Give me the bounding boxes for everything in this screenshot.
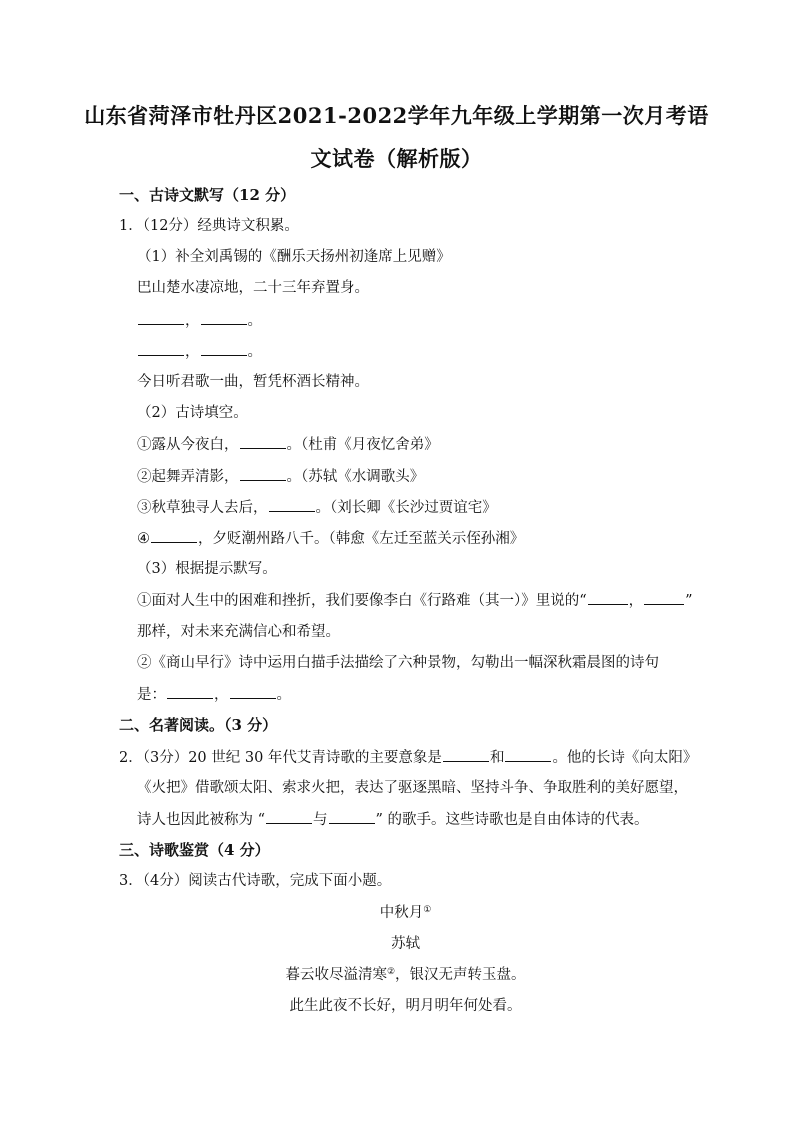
title-line-1: 山东省菏泽市牡丹区2021-2022学年九年级上学期第一次月考语 (84, 103, 709, 128)
part-3-item-1-cont: 那样，对未来充满信心和希望。 (137, 624, 340, 640)
part-1-intro: （1）补全刘禹锡的《酬乐天扬州初逢席上见赠》 (137, 249, 451, 265)
poem-blank-line-2: ， 。 (137, 341, 262, 362)
answer-blank[interactable] (240, 466, 286, 481)
answer-blank[interactable] (269, 497, 315, 512)
question-2-line-1: 2．（3分）20 世纪 30 年代艾青诗歌的主要意象是 和 。他的长诗《向太阳》 (119, 747, 697, 768)
poem-blank-line-1: ， 。 (137, 310, 262, 331)
footnote-marker: ① (423, 905, 432, 915)
question-2-line-2: 《火把》借歌颂太阳、索求火把，表达了驱逐黑暗、坚持斗争、争取胜利的美好愿望， (137, 780, 688, 796)
poem-line-last: 今日听君歌一曲，暂凭杯酒长精神。 (137, 374, 369, 390)
section-1-heading: 一、古诗文默写（12 分） (119, 186, 296, 204)
question-2-line-3: 诗人也因此被称为 “ 与 ” 的歌手。这些诗歌也是自由体诗的代表。 (137, 809, 649, 830)
footnote-marker: ② (386, 967, 396, 977)
answer-blank[interactable] (201, 341, 247, 356)
section-2-heading: 二、名著阅读。（3 分） (119, 716, 278, 734)
question-1-stem: 1．（12分）经典诗文积累。 (119, 218, 299, 234)
fill-item-1: ①露从今夜白， 。（杜甫《月夜忆舍弟》 (137, 434, 439, 455)
poem-title: 中秋月① (379, 905, 432, 921)
poem-line-1: 巴山楚水凄凉地，二十三年弃置身。 (137, 280, 369, 296)
poem-verse-1: 暮云收尽溢清寒②，银汉无声转玉盘。 (285, 967, 526, 983)
fill-item-3: ③秋草独寻人去后， 。（刘长卿《长沙过贾谊宅》 (137, 497, 497, 518)
answer-blank[interactable] (644, 590, 684, 605)
answer-blank[interactable] (167, 684, 213, 699)
answer-blank[interactable] (329, 809, 375, 824)
poem-author: 苏轼 (391, 936, 420, 952)
answer-blank[interactable] (240, 434, 286, 449)
part-3-item-2-answer: 是： ， 。 (137, 684, 291, 705)
poem-verse-2: 此生此夜不长好，明月明年何处看。 (289, 998, 522, 1014)
answer-blank[interactable] (151, 528, 197, 543)
section-3-heading: 三、诗歌鉴赏（4 分） (119, 841, 270, 859)
answer-blank[interactable] (138, 310, 184, 325)
answer-blank[interactable] (588, 590, 628, 605)
fill-item-2: ②起舞弄清影， 。（苏轼《水调歌头》 (137, 466, 424, 487)
part-3-item-1: ①面对人生中的困难和挫折，我们要像李白《行路难（其一）》里说的“ ， ” (137, 590, 693, 611)
answer-blank[interactable] (443, 747, 489, 762)
fill-item-4: ④ ，夕贬潮州路八千。（韩愈《左迁至蓝关示侄孙湘》 (137, 528, 524, 549)
answer-blank[interactable] (266, 809, 312, 824)
part-3-intro: （3）根据提示默写。 (137, 561, 277, 577)
answer-blank[interactable] (230, 684, 276, 699)
question-3-stem: 3．（4分）阅读古代诗歌，完成下面小题。 (119, 873, 392, 889)
answer-blank[interactable] (201, 310, 247, 325)
part-3-item-2: ②《商山早行》诗中运用白描手法描绘了六种景物，勾勒出一幅深秋霜晨图的诗句 (137, 655, 659, 671)
part-2-intro: （2）古诗填空。 (137, 405, 248, 421)
answer-blank[interactable] (138, 341, 184, 356)
title-line-2: 文试卷（解析版） (310, 146, 483, 171)
answer-blank[interactable] (505, 747, 551, 762)
